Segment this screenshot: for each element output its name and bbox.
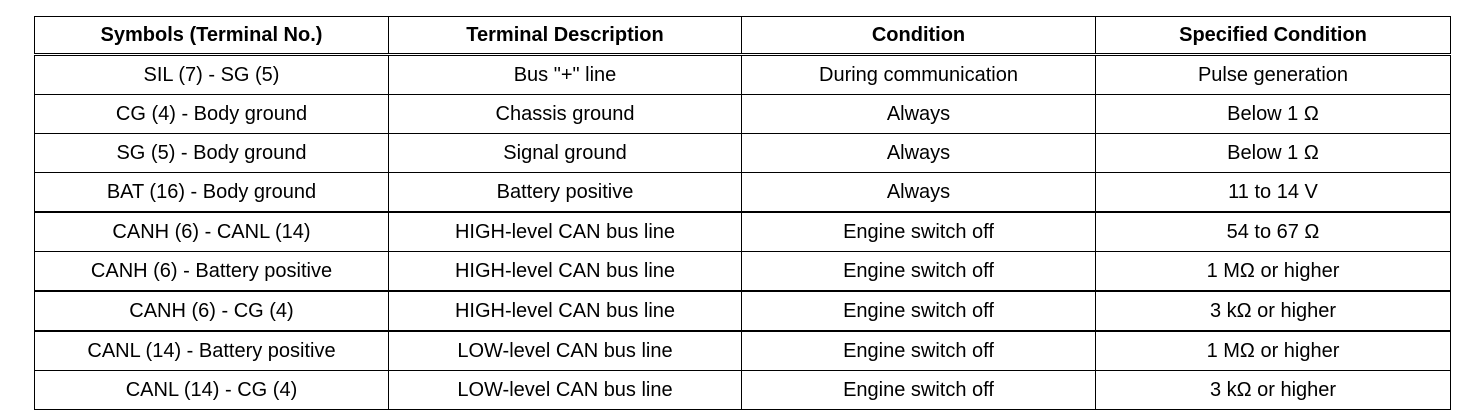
cell-symbols: CANH (6) - CG (4): [35, 291, 389, 331]
cell-specified-condition: Below 1 Ω: [1096, 134, 1451, 173]
cell-terminal-description: HIGH-level CAN bus line: [389, 291, 742, 331]
cell-symbols: CANL (14) - Battery positive: [35, 331, 389, 371]
cell-specified-condition: Pulse generation: [1096, 55, 1451, 95]
table-row: [35, 212, 1451, 252]
cell-specified-condition: Below 1 Ω: [1096, 95, 1451, 134]
cell-terminal-description: Battery positive: [389, 173, 742, 213]
cell-symbols: CANH (6) - Battery positive: [35, 252, 389, 292]
cell-terminal-description: HIGH-level CAN bus line: [389, 252, 742, 292]
cell-symbols: SIL (7) - SG (5): [35, 55, 389, 95]
cell-symbols: CANL (14) - CG (4): [35, 371, 389, 410]
table-row: [35, 95, 1451, 134]
cell-condition: During communication: [742, 55, 1096, 95]
header-terminal-description: Terminal Description: [389, 17, 742, 55]
cell-condition: Engine switch off: [742, 252, 1096, 292]
table-row: [35, 252, 1451, 292]
table-header-row: [35, 17, 1451, 55]
cell-condition: Always: [742, 134, 1096, 173]
cell-condition: Always: [742, 173, 1096, 213]
cell-terminal-description: LOW-level CAN bus line: [389, 371, 742, 410]
cell-specified-condition: 1 MΩ or higher: [1096, 252, 1451, 292]
cell-specified-condition: 3 kΩ or higher: [1096, 291, 1451, 331]
cell-terminal-description: Chassis ground: [389, 95, 742, 134]
cell-symbols: CG (4) - Body ground: [35, 95, 389, 134]
cell-condition: Engine switch off: [742, 371, 1096, 410]
cell-specified-condition: 1 MΩ or higher: [1096, 331, 1451, 371]
table-row: [35, 55, 1451, 95]
header-condition: Condition: [742, 17, 1096, 55]
table-row: [35, 291, 1451, 331]
cell-condition: Engine switch off: [742, 212, 1096, 252]
cell-specified-condition: 54 to 67 Ω: [1096, 212, 1451, 252]
cell-specified-condition: 11 to 14 V: [1096, 173, 1451, 213]
cell-condition: Engine switch off: [742, 331, 1096, 371]
cell-terminal-description: Signal ground: [389, 134, 742, 173]
cell-symbols: SG (5) - Body ground: [35, 134, 389, 173]
table-row: [35, 371, 1451, 410]
table-row: [35, 331, 1451, 371]
terminal-specification-table: [34, 16, 1451, 410]
cell-terminal-description: Bus "+" line: [389, 55, 742, 95]
header-symbols: Symbols (Terminal No.): [35, 17, 389, 55]
cell-condition: Engine switch off: [742, 291, 1096, 331]
table-row: [35, 173, 1451, 213]
cell-symbols: BAT (16) - Body ground: [35, 173, 389, 213]
cell-specified-condition: 3 kΩ or higher: [1096, 371, 1451, 410]
header-specified-condition: Specified Condition: [1096, 17, 1451, 55]
terminal-table-container: [34, 16, 1450, 410]
table-row: [35, 134, 1451, 173]
cell-symbols: CANH (6) - CANL (14): [35, 212, 389, 252]
cell-condition: Always: [742, 95, 1096, 134]
cell-terminal-description: LOW-level CAN bus line: [389, 331, 742, 371]
cell-terminal-description: HIGH-level CAN bus line: [389, 212, 742, 252]
